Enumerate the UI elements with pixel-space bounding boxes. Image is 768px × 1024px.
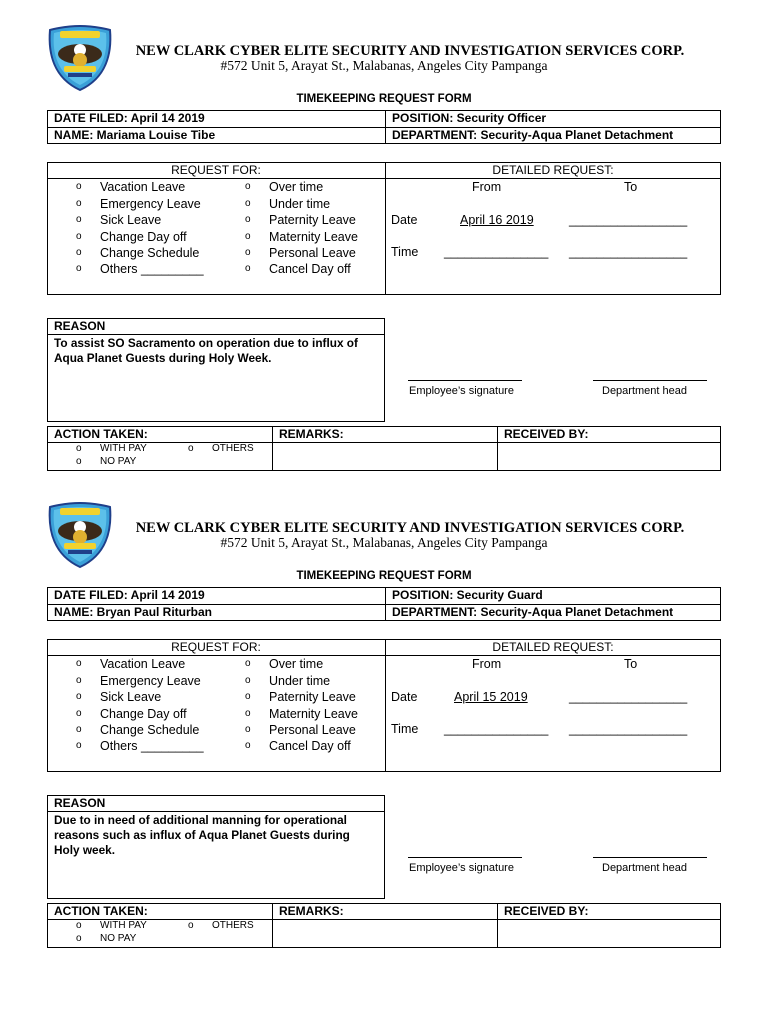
request-option-bullet[interactable]: o	[76, 724, 82, 735]
received-by-label: RECEIVED BY:	[504, 427, 589, 441]
no-pay-option: NO PAY	[100, 933, 137, 944]
request-option-bullet[interactable]: o	[76, 181, 82, 192]
request-option: Under time	[269, 197, 331, 211]
request-option-bullet[interactable]: o	[245, 658, 251, 669]
request-option-bullet[interactable]: o	[76, 708, 82, 719]
others-option: OTHERS	[212, 920, 254, 931]
request-option: Under time	[269, 674, 331, 688]
request-option-bullet[interactable]: o	[245, 675, 251, 686]
company-address: #572 Unit 5, Arayat St., Malabanas, Angeles City Pampanga	[220, 58, 548, 73]
department: DEPARTMENT: Security-Aqua Planet Detachment	[392, 605, 674, 619]
date-to-blank: _________________	[569, 690, 688, 704]
request-option: Vacation Leave	[100, 657, 186, 671]
request-option: Change Schedule	[100, 246, 200, 260]
request-option-bullet[interactable]: o	[245, 181, 251, 192]
no-pay-bullet[interactable]: o	[76, 933, 82, 944]
request-option-bullet[interactable]: o	[76, 675, 82, 686]
request-option: Maternity Leave	[269, 230, 358, 244]
request-option: Others _________	[100, 739, 204, 753]
from-label: From	[472, 657, 502, 671]
request-option-bullet[interactable]: o	[76, 263, 82, 274]
employee-name: NAME: Bryan Paul Riturban	[54, 605, 213, 619]
request-option: Paternity Leave	[269, 213, 356, 227]
request-option: Over time	[269, 657, 324, 671]
no-pay-bullet[interactable]: o	[76, 456, 82, 467]
request-option-bullet[interactable]: o	[245, 740, 251, 751]
time-from-blank: _______________	[444, 245, 549, 259]
date-from-value: April 16 2019	[460, 213, 534, 227]
department-head-signature-line	[593, 857, 707, 858]
time-from-blank: _______________	[444, 722, 549, 736]
date-label: Date	[391, 690, 418, 704]
date-label: Date	[391, 213, 418, 227]
date-to-blank: _________________	[569, 213, 688, 227]
department-head-label: Department head	[602, 385, 687, 397]
department-head-signature-line	[593, 380, 707, 381]
position: POSITION: Security Guard	[392, 588, 543, 602]
request-option: Sick Leave	[100, 690, 162, 704]
form-title: TIMEKEEPING REQUEST FORM	[296, 570, 472, 582]
request-option: Personal Leave	[269, 246, 356, 260]
date-filed: DATE FILED: April 14 2019	[54, 111, 205, 125]
request-option: Cancel Day off	[269, 262, 351, 276]
request-option: Over time	[269, 180, 324, 194]
others-option: OTHERS	[212, 443, 254, 454]
request-option: Emergency Leave	[100, 674, 201, 688]
from-label: From	[472, 180, 502, 194]
time-label: Time	[391, 722, 419, 736]
request-option: Vacation Leave	[100, 180, 186, 194]
employee-signature-line	[408, 380, 522, 381]
received-by-label: RECEIVED BY:	[504, 904, 589, 918]
form-title: TIMEKEEPING REQUEST FORM	[296, 93, 472, 105]
date-from-value: April 15 2019	[454, 690, 528, 704]
request-option: Emergency Leave	[100, 197, 201, 211]
department: DEPARTMENT: Security-Aqua Planet Detachment	[392, 128, 674, 142]
reason-text: Due to in need of additional manning for operational reasons such as influx of Aqua Planet Guests during Holy week.	[54, 813, 350, 857]
timekeeping-form-1	[0, 0, 768, 490]
request-option-bullet[interactable]: o	[245, 724, 251, 735]
with-pay-bullet[interactable]: o	[76, 920, 82, 931]
request-option: Change Day off	[100, 230, 187, 244]
employee-signature-label: Employee’s signature	[409, 862, 514, 874]
request-option: Sick Leave	[100, 213, 162, 227]
request-option-bullet[interactable]: o	[76, 691, 82, 702]
request-option-bullet[interactable]: o	[245, 247, 251, 258]
employee-name: NAME: Mariama Louise Tibe	[54, 128, 216, 142]
request-option-bullet[interactable]: o	[245, 263, 251, 274]
company-address: #572 Unit 5, Arayat St., Malabanas, Angeles City Pampanga	[220, 535, 548, 550]
with-pay-option: WITH PAY	[100, 443, 147, 454]
request-option: Change Schedule	[100, 723, 200, 737]
action-taken-label: ACTION TAKEN:	[54, 427, 148, 441]
request-option-bullet[interactable]: o	[76, 740, 82, 751]
timekeeping-form-2	[0, 477, 768, 967]
request-option-bullet[interactable]: o	[245, 708, 251, 719]
employee-signature-label: Employee’s signature	[409, 385, 514, 397]
others-bullet[interactable]: o	[188, 920, 194, 931]
request-for-label: REQUEST FOR:	[171, 163, 261, 177]
remarks-label: REMARKS:	[279, 427, 344, 441]
request-option-bullet[interactable]: o	[76, 231, 82, 242]
reason-label: REASON	[54, 796, 106, 810]
position: POSITION: Security Officer	[392, 111, 547, 125]
request-option-bullet[interactable]: o	[76, 247, 82, 258]
action-taken-label: ACTION TAKEN:	[54, 904, 148, 918]
detailed-request-label: DETAILED REQUEST:	[492, 640, 614, 654]
request-for-label: REQUEST FOR:	[171, 640, 261, 654]
department-head-label: Department head	[602, 862, 687, 874]
request-option: Personal Leave	[269, 723, 356, 737]
request-option: Others _________	[100, 262, 204, 276]
company-name: NEW CLARK CYBER ELITE SECURITY AND INVESTIGATION SERVICES CORP.	[135, 43, 685, 59]
reason-label: REASON	[54, 319, 106, 333]
to-label: To	[624, 657, 638, 671]
request-option-bullet[interactable]: o	[245, 231, 251, 242]
no-pay-option: NO PAY	[100, 456, 137, 467]
to-label: To	[624, 180, 638, 194]
employee-signature-line	[408, 857, 522, 858]
time-to-blank: _________________	[569, 722, 688, 736]
request-option-bullet[interactable]: o	[76, 214, 82, 225]
request-option-bullet[interactable]: o	[245, 691, 251, 702]
others-bullet[interactable]: o	[188, 443, 194, 454]
request-option: Change Day off	[100, 707, 187, 721]
date-filed: DATE FILED: April 14 2019	[54, 588, 205, 602]
time-to-blank: _________________	[569, 245, 688, 259]
time-label: Time	[391, 245, 419, 259]
company-name: NEW CLARK CYBER ELITE SECURITY AND INVESTIGATION SERVICES CORP.	[135, 520, 685, 536]
remarks-label: REMARKS:	[279, 904, 344, 918]
request-option: Maternity Leave	[269, 707, 358, 721]
request-option: Paternity Leave	[269, 690, 356, 704]
with-pay-bullet[interactable]: o	[76, 443, 82, 454]
request-option: Cancel Day off	[269, 739, 351, 753]
detailed-request-label: DETAILED REQUEST:	[492, 163, 614, 177]
request-option-bullet[interactable]: o	[245, 198, 251, 209]
request-option-bullet[interactable]: o	[76, 198, 82, 209]
request-option-bullet[interactable]: o	[76, 658, 82, 669]
with-pay-option: WITH PAY	[100, 920, 147, 931]
request-option-bullet[interactable]: o	[245, 214, 251, 225]
reason-text: To assist SO Sacramento on operation due to influx of Aqua Planet Guests during Holy Week.	[54, 336, 358, 365]
